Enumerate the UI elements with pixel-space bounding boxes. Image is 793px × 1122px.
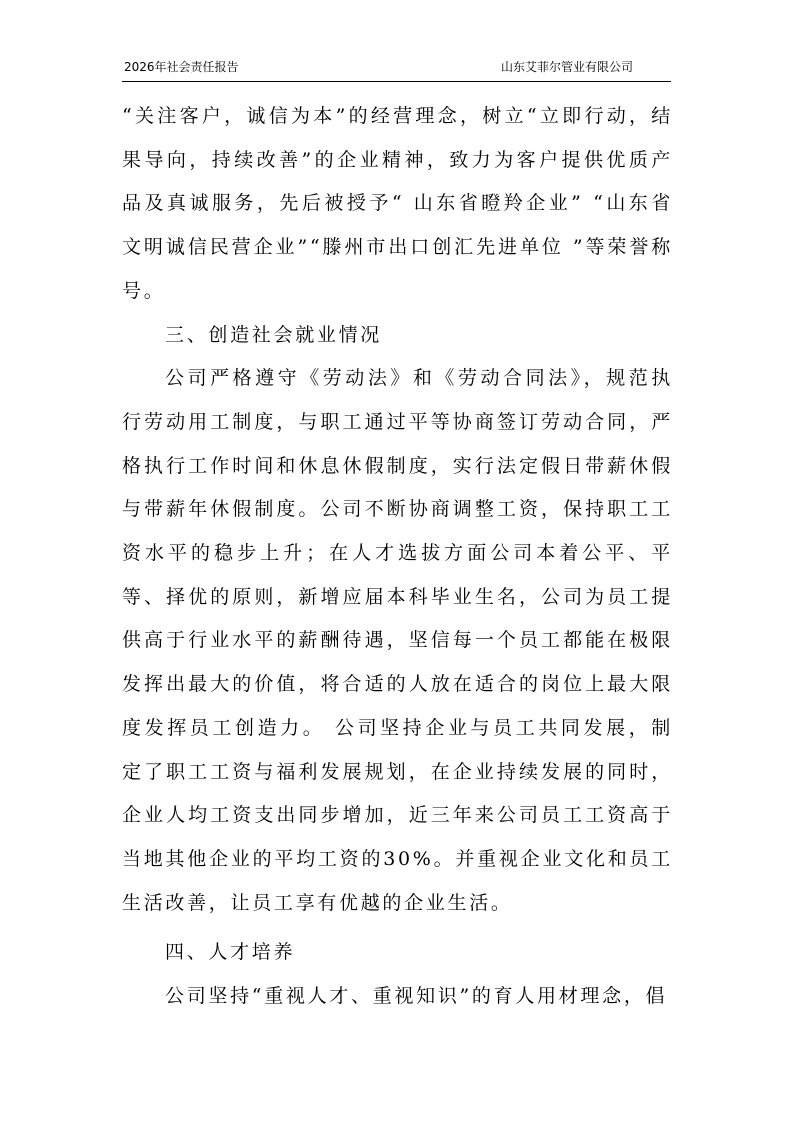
company-name: 山东艾菲尔管业有限公司	[500, 60, 633, 74]
document-body	[122, 95, 673, 1019]
page-header	[122, 57, 671, 82]
paragraph-employment: 公司严格遵守《劳动法》和《劳动合同法》，规范执行劳动用工制度，与职工通过平等协商签订劳动合同，严格执行工作时间和休息休假制度，实行法定假日带薪休假与带薪年休假制度。公司不断协商调整工资，保持职工工资水平的稳步上升；在人才选拔方面公司本着公平、平等、择优的原则，新增应届本科毕业生名，公司为员工提供高于行业水平的薪酬待遇，坚信每一个员工都能在极限发挥出最大的价值，将合适的人放在适合的岗位上最大限度发挥员工创造力。 公司坚持企业与员工共同发展，制定了职工工资与福利发展规划，在企业持续发展的同时，企业人均工资支出同步增加，近三年来公司员工工资高于当地其他企业的平均工资的30%。并重视企业文化和员工生活改善，让员工享有优越的企业生活。	[122, 367, 673, 914]
section-heading-4: 四、人才培养	[165, 941, 296, 964]
report-title: 2026年社会责任报告	[124, 60, 239, 74]
section-heading-3: 三、创造社会就业情况	[165, 323, 383, 346]
paragraph-talent: 公司坚持“重视人才、重视知识”的育人用材理念，倡	[165, 985, 668, 1008]
paragraph-continuation: “关注客户，诚信为本”的经营理念，树立“立即行动，结果导向，持续改善”的企业精神，致力为客户提供优质产品及真诚服务，先后被授予“ 山东省瞪羚企业” “山东省文明诚信民营企业”“滕州市出口创汇先进单位 ”等荣誉称号。	[122, 105, 673, 302]
